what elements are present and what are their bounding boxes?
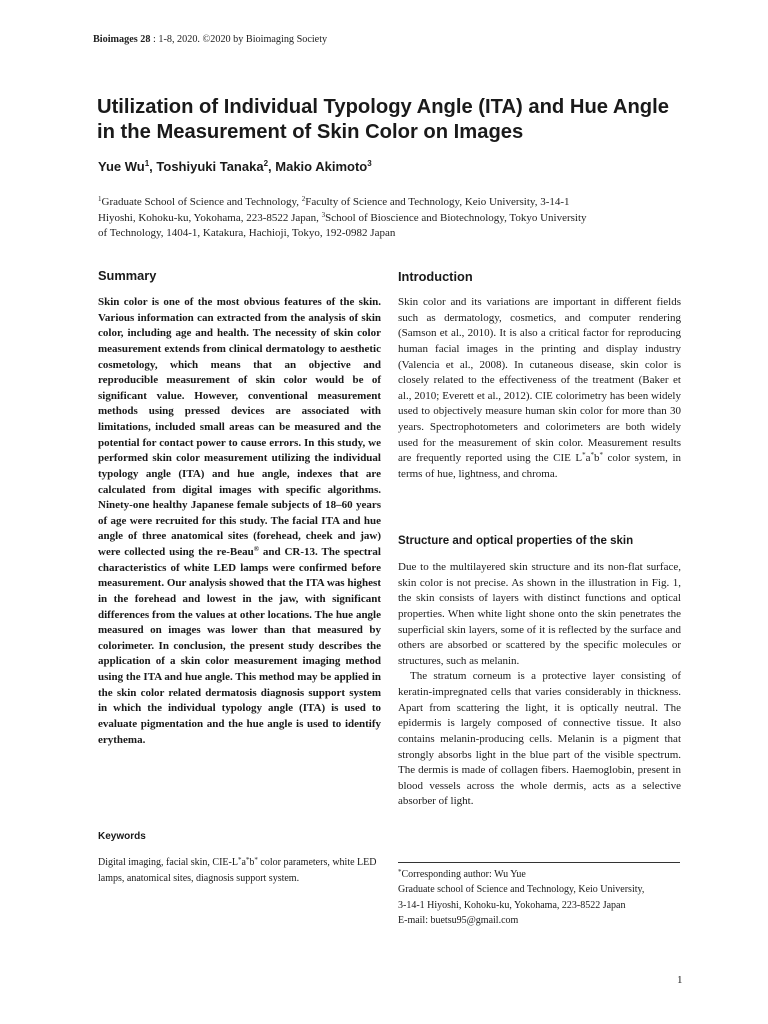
keywords-text bbox=[98, 855, 381, 886]
kw-star: * bbox=[237, 856, 242, 864]
structure-heading: Structure and optical properties of the skin bbox=[398, 535, 634, 547]
author-separator: , bbox=[268, 159, 276, 174]
footnote-email: E-mail: buetsu95@gmail.com bbox=[398, 914, 519, 926]
structure-section bbox=[398, 535, 681, 547]
affil-text: Faculty of Science and Technology, Keio University, 3-14-1 bbox=[305, 196, 570, 208]
footnote-line-2: Graduate school of Science and Technology, Keio University, bbox=[398, 884, 645, 896]
summary-heading: Summary bbox=[98, 268, 157, 283]
keywords-body bbox=[98, 855, 381, 886]
affil-text: Hiyoshi, Kohoku-ku, Yokohama, 223-8522 Japan, bbox=[98, 211, 322, 224]
footnote-mark: * bbox=[398, 868, 402, 876]
intro-text: a bbox=[585, 452, 591, 465]
introduction-heading: Introduction bbox=[398, 269, 473, 284]
registered-mark: ® bbox=[253, 545, 259, 553]
summary-text-part-2: and CR-13. The spectral characteristics of white LED lamps were confirmed before measurement. Our analysis showed that the ITA was highest in the forehead and lowest in the jaw, with significant differences from the values at other locations. The hue angle measured on images was lower than that measured by colorimeter. In conclusion, the present study describes the application of a skin color measurement imaging method using the ITA and hue angle. This method may be applied in the skin color related dermatosis diagnosis support system in which the individual typology angle (ITA) is used to evaluate pigmentation and the hue angle is used to identify erythema. bbox=[98, 546, 381, 746]
affiliation-line-2 bbox=[98, 211, 678, 227]
affil-text: Graduate School of Science and Technology, bbox=[101, 196, 302, 208]
affiliation-line-3 bbox=[98, 226, 678, 242]
kw-part: Digital imaging, facial skin, CIE-L bbox=[98, 857, 238, 868]
footnote-divider bbox=[398, 862, 680, 863]
journal-name: Bioimages 28 bbox=[93, 34, 151, 45]
intro-text: b bbox=[593, 452, 600, 465]
affil-mark-2: 2 bbox=[301, 195, 306, 203]
affiliation-line-1 bbox=[98, 195, 678, 211]
keywords-section bbox=[98, 831, 381, 842]
affil-mark-1: 1 bbox=[98, 195, 102, 203]
affil-text: School of Bioscience and Biotechnology, Tokyo University bbox=[325, 211, 587, 224]
introduction-body bbox=[398, 295, 681, 483]
author-2-affil: 2 bbox=[263, 159, 269, 168]
page-number: 1 bbox=[677, 974, 683, 986]
introduction-section bbox=[398, 269, 681, 284]
summary-section bbox=[98, 268, 381, 283]
author-list bbox=[98, 159, 372, 174]
intro-star: * bbox=[582, 451, 586, 460]
affiliations bbox=[98, 195, 678, 242]
structure-body bbox=[398, 560, 681, 810]
keywords-heading: Keywords bbox=[98, 831, 146, 842]
kw-part: a bbox=[241, 857, 246, 868]
introduction-paragraph bbox=[398, 295, 681, 483]
affil-text: of Technology, 1404-1, Katakura, Hachioji, Tokyo, 192-0982 Japan bbox=[98, 227, 396, 239]
paper-title: Utilization of Individual Typology Angle (ITA) and Hue Angle in the Measurement of Skin Color on Images bbox=[97, 96, 669, 143]
journal-header bbox=[93, 34, 327, 45]
intro-star: * bbox=[590, 451, 594, 460]
summary-body bbox=[98, 295, 381, 748]
author-1-affil: 1 bbox=[144, 159, 150, 168]
summary-paragraph bbox=[98, 295, 381, 748]
kw-star: * bbox=[254, 856, 258, 864]
kw-star: * bbox=[245, 856, 250, 864]
author-separator: , bbox=[149, 159, 157, 174]
intro-text: Skin color and its variations are important in different fields such as dermatology, cosmetics, and computer rendering (Samson et al., 2010). It is also a critical factor for reproducing human facial images in the printing and display industry (Valencia et al., 2008). In cutaneous disease, skin color is closely related to the effectiveness of the treatment (Baker et al., 2010; Everett et al., 2012). CIE colorimetry has been widely used to objectively measure human skin color for more than 30 years. Spectrophotometers and colorimeters are both widely used for the measurement of skin color. Measurement results are frequently reported using the CIE L bbox=[398, 296, 681, 465]
author-3: Makio Akimoto bbox=[275, 159, 368, 174]
affil-mark-3: 3 bbox=[321, 210, 326, 219]
intro-star: * bbox=[599, 451, 603, 460]
footnote-line-1 bbox=[398, 867, 688, 882]
journal-citation: : 1-8, 2020. ©2020 by Bioimaging Society bbox=[150, 34, 328, 45]
intro-text: color system, in terms of hue, lightness, and chroma. bbox=[398, 452, 681, 480]
structure-paragraph-1: Due to the multilayered skin structure and its non-flat surface, skin color is not precise. As shown in the illustration in Fig. 1, the skin consists of layers with distinct functions and optical properties. When white light shone onto the skin penetrates the superficial skin layers, some of it is reflected by the surface and others are absorbed or scattered by the specific molecules or structures, such as melanin. bbox=[398, 561, 681, 667]
author-2: Toshiyuki Tanaka bbox=[156, 159, 264, 174]
corresponding-author-footnote bbox=[398, 867, 688, 928]
kw-part: b bbox=[249, 857, 255, 868]
footnote-author: Corresponding author: Wu Yue bbox=[401, 869, 526, 880]
footnote-line-3: 3-14-1 Hiyoshi, Kohoku-ku, Yokohama, 223-8522 Japan bbox=[398, 899, 626, 911]
kw-part: color parameters, white LED lamps, anatomical sites, diagnosis support system. bbox=[98, 857, 377, 884]
summary-text-part-1: Skin color is one of the most obvious features of the skin. Various information can extracted from the analysis of skin color, including age and health. The necessity of skin color measurement extends from clinical dermatology to aesthetic cosmetology, which means that an objective and reproducible measurement of skin color would be of significant value. However, conventional measurement methods using pressed devices are associated with limitations, included small areas can be measured and the potential for contact power to cause errors. In this study, we performed skin color measurement utilizing the individual typology angle (ITA) and hue angle, indexes that are calculated from digital images with specific algorithms. Ninety-one healthy Japanese female subjects of 18–60 years of age were recruited for this study. The facial ITA and hue angle of three anatomical sites (forehead, cheek and jaw) were collected using the re-Beau bbox=[98, 296, 381, 558]
author-1: Yue Wu bbox=[98, 159, 145, 174]
author-3-affil: 3 bbox=[367, 159, 372, 168]
structure-paragraph-2: The stratum corneum is a protective layer consisting of keratin-impregnated cells that varies considerably in thickness. Apart from scattering the light, it is optically neutral. The epidermis is largely composed of connective tissue. It also contains melanin-producing cells. Melanin is a pigment that strongly absorbs light in the blue part of the visible spectrum. The dermis is made of collagen fibers. Haemoglobin, present in blood vessels across the whole dermis, acts as a selective absorber of light. bbox=[398, 670, 681, 808]
